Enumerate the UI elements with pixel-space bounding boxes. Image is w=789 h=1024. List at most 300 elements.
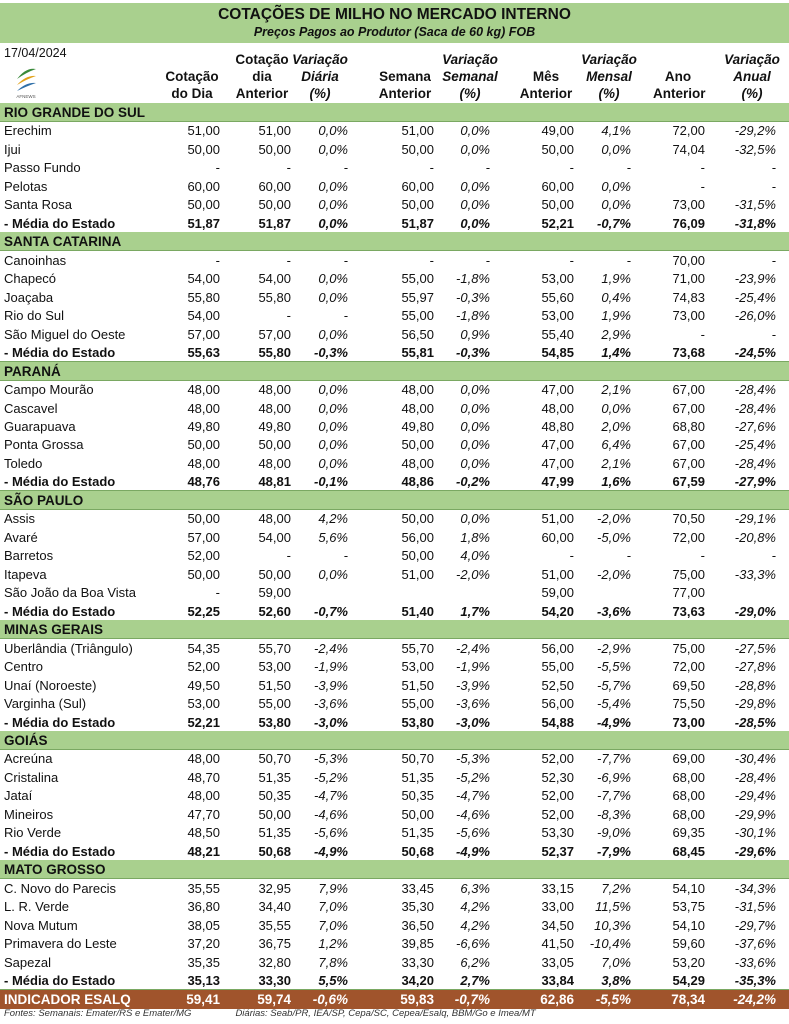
cell-variacao-anual: -29,7% [734, 917, 776, 933]
table-row [0, 306, 789, 325]
cell-cotacao-dia-anterior: 50,00 [258, 437, 291, 453]
cell-cotacao-do-dia: 51,87 [187, 215, 220, 231]
cell-mes-anterior: 47,00 [541, 382, 574, 398]
cell-cotacao-do-dia: 53,00 [187, 696, 220, 712]
cell-cotacao-dia-anterior: - [286, 308, 291, 324]
row-label: Avaré [4, 529, 38, 545]
cell-ano-anterior: 67,00 [672, 455, 705, 471]
cell-variacao-diaria: 0,0% [318, 418, 348, 434]
row-label: Primavera do Leste [4, 936, 117, 952]
cell-variacao-anual: -23,9% [734, 271, 776, 287]
cell-variacao-anual: -29,4% [734, 788, 776, 804]
cell-variacao-semanal: 0,0% [460, 418, 490, 434]
cell-variacao-semanal: -4,7% [456, 788, 490, 804]
cell-cotacao-do-dia: 49,50 [187, 677, 220, 693]
cell-cotacao-dia-anterior: - [286, 548, 291, 564]
table-row [0, 934, 789, 953]
cell-semana-anterior: 48,00 [401, 382, 434, 398]
cell-cotacao-dia-anterior: 59,00 [258, 585, 291, 601]
cell-cotacao-do-dia: 38,05 [187, 917, 220, 933]
region-name: SANTA CATARINA [4, 234, 122, 250]
cell-cotacao-dia-anterior: 59,74 [257, 991, 291, 1007]
row-label: - Média do Estado [4, 474, 116, 490]
cell-variacao-mensal: 2,0% [601, 418, 631, 434]
cell-cotacao-dia-anterior: - [286, 160, 291, 176]
cell-variacao-diaria: -0,6% [312, 991, 348, 1007]
cell-variacao-diaria: 5,6% [318, 529, 348, 545]
cell-variacao-diaria [278, 583, 348, 602]
cell-variacao-diaria: 0,0% [318, 566, 348, 582]
cell-cotacao-dia-anterior: 57,00 [258, 326, 291, 342]
cell-variacao-semanal: -1,8% [456, 271, 490, 287]
row-label: São João da Boa Vista [4, 585, 137, 601]
table-row [0, 195, 789, 214]
cell-ano-anterior: 68,45 [672, 843, 705, 859]
cell-variacao-anual: -28,5% [734, 714, 776, 730]
cell-ano-anterior: - [700, 326, 705, 342]
row-label: Cristalina [4, 769, 59, 785]
cell-cotacao-dia-anterior: 50,00 [258, 141, 291, 157]
cell-ano-anterior: 72,00 [672, 529, 705, 545]
row-label: Ijui [4, 141, 21, 157]
cell-cotacao-dia-anterior: 50,68 [258, 843, 291, 859]
cell-ano-anterior: 68,80 [672, 418, 705, 434]
cell-cotacao-dia-anterior: - [286, 252, 291, 268]
row-label: Ponta Grossa [4, 437, 84, 453]
cell-variacao-semanal: 0,0% [460, 123, 490, 139]
cell-mes-anterior: 41,50 [541, 936, 574, 952]
cell-variacao-anual: -27,6% [734, 418, 776, 434]
footer-diarias: Diárias: Seab/PR, IEA/SP, Cepa/SC, Cepea/Esalq, BBM/Go e Imea/MT [235, 1008, 536, 1019]
header-variacao-semanal: Variação Semanal (%) [442, 52, 498, 101]
cell-semana-anterior: 53,00 [401, 659, 434, 675]
cell-ano-anterior: 74,83 [672, 289, 705, 305]
cell-variacao-diaria: 4,2% [318, 511, 348, 527]
cell-cotacao-do-dia: 52,00 [187, 548, 220, 564]
cell-cotacao-dia-anterior: 51,50 [258, 677, 291, 693]
cell-ano-anterior: 76,09 [672, 215, 705, 231]
cell-ano-anterior: 68,00 [672, 788, 705, 804]
cell-variacao-diaria: 0,0% [318, 289, 348, 305]
cell-ano-anterior: 69,00 [672, 751, 705, 767]
report-date: 17/04/2024 [4, 46, 67, 60]
cell-variacao-anual: -29,8% [734, 696, 776, 712]
cell-variacao-mensal: 0,4% [601, 289, 631, 305]
cell-variacao-semanal: 0,0% [460, 382, 490, 398]
cell-variacao-mensal: - [626, 252, 631, 268]
cell-variacao-semanal: -2,4% [456, 640, 490, 656]
cell-cotacao-do-dia: 48,70 [187, 769, 220, 785]
cell-variacao-diaria: 0,0% [318, 382, 348, 398]
cell-variacao-mensal: -10,4% [589, 936, 631, 952]
cell-variacao-anual: -25,4% [734, 437, 776, 453]
cell-semana-anterior: 48,00 [401, 400, 434, 416]
cell-mes-anterior: 33,05 [541, 954, 574, 970]
row-label: - Média do Estado [4, 345, 116, 361]
region-header-row [0, 731, 789, 750]
table-row [0, 639, 789, 658]
cell-variacao-semanal: -4,9% [456, 843, 490, 859]
table-row [0, 417, 789, 436]
cell-variacao-diaria: -4,6% [314, 806, 348, 822]
cell-mes-anterior: 53,00 [541, 271, 574, 287]
cell-variacao-diaria: 7,9% [318, 880, 348, 896]
cell-variacao-semanal: -3,0% [456, 714, 490, 730]
cell-cotacao-dia-anterior: 48,81 [258, 474, 291, 490]
cell-cotacao-do-dia: 48,76 [187, 474, 220, 490]
cell-ano-anterior: 74,04 [672, 141, 705, 157]
cell-variacao-anual: -28,4% [734, 382, 776, 398]
cell-variacao-semanal: 2,7% [460, 973, 490, 989]
cell-variacao-mensal: 3,8% [601, 973, 631, 989]
cell-ano-anterior: 70,00 [672, 252, 705, 268]
cell-variacao-semanal: 0,0% [460, 141, 490, 157]
cell-variacao-diaria: 0,0% [318, 141, 348, 157]
cell-ano-anterior: 67,00 [672, 400, 705, 416]
region-name: GOIÁS [4, 732, 48, 748]
cell-variacao-diaria: 7,0% [318, 917, 348, 933]
cell-cotacao-dia-anterior: 51,35 [258, 769, 291, 785]
cell-ano-anterior: 67,00 [672, 382, 705, 398]
cell-variacao-diaria: -4,9% [314, 843, 348, 859]
cell-variacao-mensal: -0,7% [597, 215, 631, 231]
cell-cotacao-dia-anterior: 54,00 [258, 271, 291, 287]
cell-mes-anterior: 51,00 [541, 566, 574, 582]
cell-variacao-mensal: -5,5% [597, 659, 631, 675]
table-row [0, 121, 789, 140]
cell-cotacao-do-dia: 52,25 [187, 603, 220, 619]
cell-ano-anterior: 75,50 [672, 696, 705, 712]
cell-variacao-anual: -27,5% [734, 640, 776, 656]
cell-variacao-diaria: 0,0% [318, 178, 348, 194]
cell-ano-anterior: - [700, 160, 705, 176]
cell-cotacao-dia-anterior: 53,80 [258, 714, 291, 730]
cell-mes-anterior: 60,00 [541, 178, 574, 194]
cell-mes-anterior: 47,00 [541, 437, 574, 453]
cell-variacao-mensal: -9,0% [597, 825, 631, 841]
cell-mes-anterior: 52,00 [541, 788, 574, 804]
cell-variacao-mensal: 0,0% [601, 197, 631, 213]
cell-semana-anterior: 51,35 [401, 769, 434, 785]
row-label: Itapeva [4, 566, 47, 582]
table-row [0, 177, 789, 196]
cell-cotacao-dia-anterior: 51,35 [258, 825, 291, 841]
cell-variacao-mensal: 0,0% [601, 141, 631, 157]
cell-variacao-diaria: 0,0% [318, 123, 348, 139]
cell-variacao-diaria: -0,7% [314, 603, 348, 619]
cell-ano-anterior: 72,00 [672, 659, 705, 675]
table-row [0, 528, 789, 547]
cell-semana-anterior: 56,50 [401, 326, 434, 342]
cell-cotacao-do-dia: - [215, 585, 220, 601]
cell-semana-anterior: 55,81 [401, 345, 434, 361]
cell-variacao-diaria: -3,6% [314, 696, 348, 712]
cell-cotacao-dia-anterior: 50,70 [258, 751, 291, 767]
cell-variacao-semanal: 0,0% [460, 197, 490, 213]
cell-variacao-anual: - [771, 160, 776, 176]
cell-cotacao-dia-anterior: 35,55 [258, 917, 291, 933]
cell-mes-anterior: 56,00 [541, 696, 574, 712]
cell-variacao-diaria: 0,0% [318, 437, 348, 453]
cell-mes-anterior: 54,85 [541, 345, 574, 361]
cell-semana-anterior: 55,00 [401, 271, 434, 287]
state-average-row [0, 602, 789, 621]
cell-semana-anterior: 50,00 [401, 511, 434, 527]
cell-variacao-mensal: 7,0% [601, 954, 631, 970]
table-row [0, 768, 789, 787]
cell-variacao-diaria: - [343, 548, 348, 564]
row-label: Unaí (Noroeste) [4, 677, 97, 693]
cell-mes-anterior: 50,00 [541, 197, 574, 213]
cell-variacao-anual: - [771, 178, 776, 194]
cell-ano-anterior: 54,10 [672, 917, 705, 933]
state-average-row [0, 472, 789, 491]
cell-variacao-diaria: 1,2% [318, 936, 348, 952]
cell-variacao-semanal: 0,9% [460, 326, 490, 342]
cell-variacao-anual: -32,5% [734, 141, 776, 157]
cell-semana-anterior: 55,00 [401, 308, 434, 324]
cell-semana-anterior: 50,00 [401, 806, 434, 822]
cell-ano-anterior: 72,00 [672, 123, 705, 139]
cell-semana-anterior: 51,40 [401, 603, 434, 619]
cell-variacao-semanal: -4,6% [456, 806, 490, 822]
row-label: Jataí [4, 788, 33, 804]
row-label: Joaçaba [4, 289, 54, 305]
cell-mes-anterior: 52,37 [541, 843, 574, 859]
cell-cotacao-do-dia: 49,80 [187, 418, 220, 434]
cell-variacao-mensal: 1,9% [601, 271, 631, 287]
table-row [0, 435, 789, 454]
table-row [0, 583, 789, 602]
cell-semana-anterior: 51,00 [401, 566, 434, 582]
row-label: Mineiros [4, 806, 54, 822]
cell-variacao-semanal: 0,0% [460, 215, 490, 231]
table-row [0, 380, 789, 399]
wheat-logo-icon [13, 63, 39, 101]
cell-variacao-anual [706, 583, 776, 602]
cell-variacao-mensal: 0,0% [601, 178, 631, 194]
cell-ano-anterior: 77,00 [672, 585, 705, 601]
cell-mes-anterior: 54,88 [541, 714, 574, 730]
cell-variacao-semanal: 0,0% [460, 437, 490, 453]
cell-mes-anterior: - [569, 548, 574, 564]
cell-ano-anterior: - [700, 548, 705, 564]
cell-cotacao-dia-anterior: 50,35 [258, 788, 291, 804]
cell-cotacao-dia-anterior: 34,40 [258, 899, 291, 915]
cell-cotacao-do-dia: 52,21 [187, 714, 220, 730]
cell-ano-anterior: 69,50 [672, 677, 705, 693]
cell-variacao-semanal: -2,0% [456, 566, 490, 582]
row-label: São Miguel do Oeste [4, 326, 126, 342]
cell-cotacao-dia-anterior: 36,75 [258, 936, 291, 952]
table-row [0, 749, 789, 768]
cell-cotacao-do-dia: 50,00 [187, 437, 220, 453]
cell-variacao-mensal: -5,5% [595, 991, 631, 1007]
row-label: Canoinhas [4, 252, 67, 268]
cell-cotacao-dia-anterior: 52,60 [258, 603, 291, 619]
table-row [0, 565, 789, 584]
cell-variacao-mensal: -2,0% [597, 566, 631, 582]
cell-mes-anterior: 47,99 [541, 474, 574, 490]
table-row [0, 269, 789, 288]
cell-cotacao-do-dia: 48,00 [187, 400, 220, 416]
cell-variacao-semanal: 6,3% [460, 880, 490, 896]
row-label: Toledo [4, 455, 43, 471]
cell-variacao-anual: -28,4% [734, 400, 776, 416]
footer-fontes: Fontes: Semanais: Emater/RS e Emater/MG [4, 1008, 192, 1019]
cell-variacao-diaria: -3,9% [314, 677, 348, 693]
cell-variacao-diaria: -0,3% [314, 345, 348, 361]
cell-cotacao-do-dia: 37,20 [187, 936, 220, 952]
cell-variacao-semanal: -1,9% [456, 659, 490, 675]
cell-ano-anterior: 70,50 [672, 511, 705, 527]
cell-mes-anterior: 52,21 [541, 215, 574, 231]
cell-semana-anterior: 35,30 [401, 899, 434, 915]
cell-ano-anterior: 53,20 [672, 954, 705, 970]
cell-variacao-diaria: 0,0% [318, 400, 348, 416]
cell-variacao-anual: -28,4% [734, 769, 776, 785]
cell-mes-anterior: 59,00 [541, 585, 574, 601]
cell-variacao-mensal: 2,9% [601, 326, 631, 342]
table-row [0, 251, 789, 270]
table-row [0, 953, 789, 972]
cell-variacao-mensal: -7,7% [597, 751, 631, 767]
region-header-row [0, 232, 789, 251]
cell-semana-anterior: 50,35 [401, 788, 434, 804]
cell-variacao-anual: -27,8% [734, 659, 776, 675]
cell-ano-anterior: 67,59 [672, 474, 705, 490]
row-label: - Média do Estado [4, 714, 116, 730]
row-label: Guarapuava [4, 418, 76, 434]
cell-variacao-mensal: -8,3% [597, 806, 631, 822]
cell-cotacao-do-dia: 51,00 [187, 123, 220, 139]
state-average-row [0, 214, 789, 233]
cell-semana-anterior: 50,00 [401, 548, 434, 564]
cell-variacao-anual: - [771, 326, 776, 342]
cell-cotacao-dia-anterior: 48,00 [258, 511, 291, 527]
cell-variacao-semanal: - [485, 160, 490, 176]
cell-cotacao-do-dia: 48,50 [187, 825, 220, 841]
cell-variacao-diaria: 0,0% [318, 197, 348, 213]
row-label: Rio do Sul [4, 308, 64, 324]
cell-cotacao-dia-anterior: 55,00 [258, 696, 291, 712]
cell-cotacao-dia-anterior: 50,00 [258, 566, 291, 582]
cell-mes-anterior: 55,00 [541, 659, 574, 675]
cell-mes-anterior: 48,00 [541, 400, 574, 416]
cell-semana-anterior: 60,00 [401, 178, 434, 194]
row-label: Campo Mourão [4, 382, 94, 398]
cell-ano-anterior: 71,00 [672, 271, 705, 287]
cell-variacao-anual: -37,6% [734, 936, 776, 952]
table-row [0, 399, 789, 418]
cell-variacao-semanal: -0,3% [456, 345, 490, 361]
cell-variacao-diaria: -3,0% [314, 714, 348, 730]
cell-variacao-mensal: -2,0% [597, 511, 631, 527]
row-label: - Média do Estado [4, 603, 116, 619]
cell-semana-anterior: 56,00 [401, 529, 434, 545]
cell-variacao-mensal: 0,0% [601, 400, 631, 416]
cell-variacao-mensal: - [626, 548, 631, 564]
header-semana-anterior: Semana Anterior [378, 69, 432, 101]
cell-variacao-semanal: 4,0% [460, 548, 490, 564]
cell-variacao-diaria: -2,4% [314, 640, 348, 656]
cell-variacao-diaria: 0,0% [318, 271, 348, 287]
cell-mes-anterior: 52,30 [541, 769, 574, 785]
cell-variacao-anual: -26,0% [734, 308, 776, 324]
row-label: Uberlândia (Triângulo) [4, 640, 133, 656]
cell-variacao-mensal: -5,4% [597, 696, 631, 712]
page-title: COTAÇÕES DE MILHO NO MERCADO INTERNO [218, 6, 571, 23]
table-row [0, 676, 789, 695]
state-average-row [0, 971, 789, 990]
cell-variacao-diaria: -5,6% [314, 825, 348, 841]
cell-variacao-diaria: 5,5% [318, 973, 348, 989]
cell-variacao-diaria: -4,7% [314, 788, 348, 804]
cell-variacao-semanal: 0,0% [460, 455, 490, 471]
cell-variacao-mensal: 7,2% [601, 880, 631, 896]
header-mes-anterior: Mês Anterior [519, 69, 573, 101]
cell-cotacao-do-dia: 60,00 [187, 178, 220, 194]
cell-mes-anterior: 62,86 [540, 991, 574, 1007]
region-name: SÃO PAULO [4, 492, 84, 508]
cell-mes-anterior: 56,00 [541, 640, 574, 656]
cell-ano-anterior: 75,00 [672, 566, 705, 582]
cell-ano-anterior: 54,29 [672, 973, 705, 989]
cell-cotacao-do-dia: 47,70 [187, 806, 220, 822]
cell-variacao-semanal: -5,3% [456, 751, 490, 767]
cell-variacao-mensal: -7,9% [597, 843, 631, 859]
cell-variacao-mensal: -6,9% [597, 769, 631, 785]
region-name: MINAS GERAIS [4, 622, 104, 638]
cell-semana-anterior: 51,35 [401, 825, 434, 841]
cell-cotacao-do-dia: 54,00 [187, 271, 220, 287]
cell-variacao-mensal: 1,4% [601, 345, 631, 361]
cell-ano-anterior: 68,00 [672, 769, 705, 785]
row-label: Santa Rosa [4, 197, 72, 213]
cell-semana-anterior: 59,83 [400, 991, 434, 1007]
cell-variacao-semanal: 4,2% [460, 899, 490, 915]
cell-variacao-mensal: 1,6% [601, 474, 631, 490]
cell-variacao-diaria: - [343, 160, 348, 176]
cell-variacao-diaria: -1,9% [314, 659, 348, 675]
cell-ano-anterior: 75,00 [672, 640, 705, 656]
cell-variacao-anual: -27,9% [734, 474, 776, 490]
cell-variacao-mensal: 4,1% [601, 123, 631, 139]
cell-variacao-semanal: 1,8% [460, 529, 490, 545]
header-variacao-anual: Variação Anual (%) [724, 52, 780, 101]
cell-variacao-semanal: -0,2% [456, 474, 490, 490]
cell-ano-anterior: 69,35 [672, 825, 705, 841]
cell-mes-anterior: 51,00 [541, 511, 574, 527]
cell-cotacao-do-dia: 50,00 [187, 141, 220, 157]
cell-variacao-anual: -31,8% [734, 215, 776, 231]
cell-mes-anterior: 33,15 [541, 880, 574, 896]
cell-variacao-anual: -29,0% [734, 603, 776, 619]
header-cotacao-do-dia: Cotação do Dia [165, 69, 219, 101]
region-name: MATO GROSSO [4, 862, 106, 878]
cell-variacao-semanal: 0,0% [460, 511, 490, 527]
cell-variacao-anual: -28,8% [734, 677, 776, 693]
indicator-row [0, 990, 789, 1009]
cell-cotacao-do-dia: 57,00 [187, 529, 220, 545]
cell-mes-anterior: - [569, 160, 574, 176]
cell-variacao-mensal: -3,6% [597, 603, 631, 619]
cell-variacao-mensal: 1,9% [601, 308, 631, 324]
cell-ano-anterior: 53,75 [672, 899, 705, 915]
cell-ano-anterior: 73,00 [672, 308, 705, 324]
cell-variacao-anual: -20,8% [734, 529, 776, 545]
cell-variacao-anual: -24,5% [734, 345, 776, 361]
